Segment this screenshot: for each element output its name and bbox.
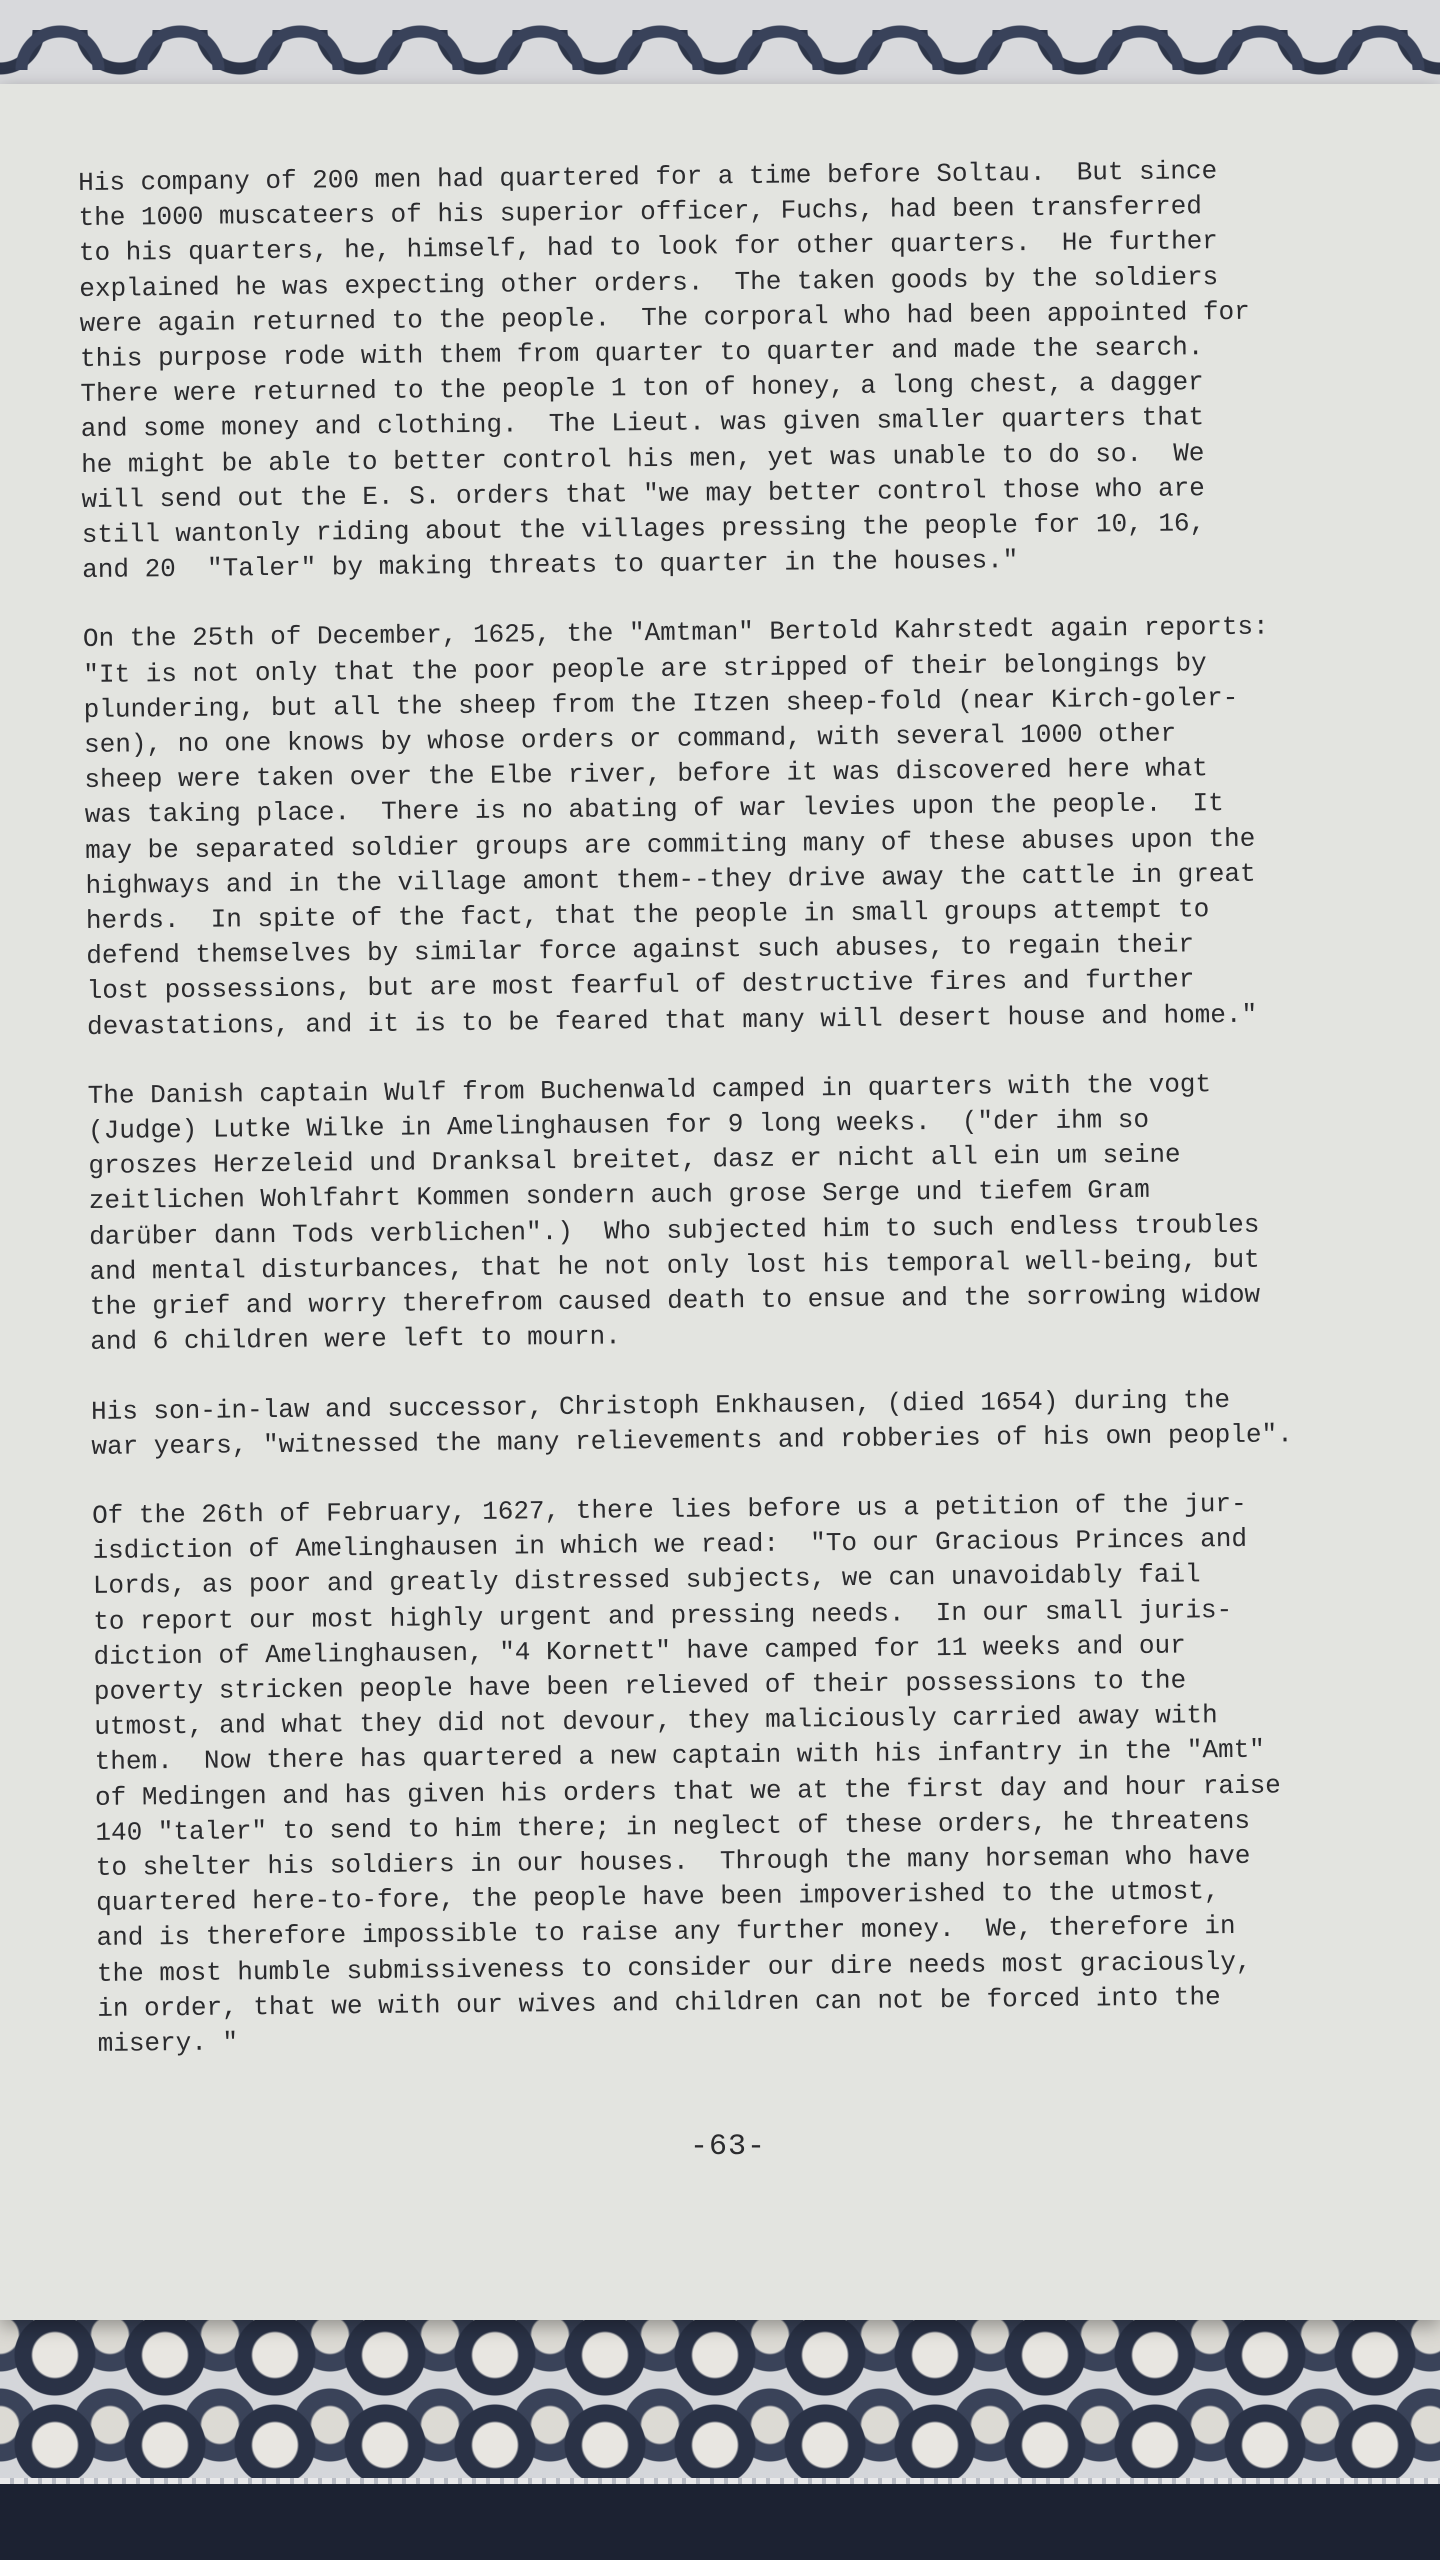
paragraph-amtman-report: On the 25th of December, 1625, the "Amtman" Bertold Kahrstedt again reports: "It is not only that the poor people are stripped of their belongings by plundering, but all the sheep from the Itzen sheep-fold (near Kirch-goler- sen), no one knows by whose orders or command, with several 1000 other sheep were taken over the Elbe river, before it was discovered here what was taking place. There is no abating of war levies upon the people. It may be separated soldier groups are commiting many of these abuses upon the highways and in the village amont them--they drive away the cattle in great herds. In spite of the fact, that the people in small groups attempt to defend themselves by similar force against such abuses, to regain their lost possessions, but are most fearful of destructive fires and further devastations, and it is to be feared that many will desert house and home." <box>82 611 1269 1042</box>
fabric-background-bottom <box>0 2300 1440 2500</box>
dark-floor <box>0 2484 1440 2560</box>
paragraph-captain-wulf: The Danish captain Wulf from Buchenwald camped in quarters with the vogt (Judge) Lutke Wilke in Amelinghausen for 9 long weeks. ("der ihm so groszes Herzeleid und Dranksal breitet, dasz er nicht all ein um seine zeitlichen Wohlfahrt Kommen sondern auch grose Serge und tiefem Gram darüber dann Tods verblichen".) Who subjected him to such endless troubles and mental disturbances, that he not only lost his temporal well-being, but the grief and worry therefrom caused death to ensue and the sorrowing widow and 6 children were left to mourn. <box>87 1069 1261 1358</box>
page-number: -63- <box>690 2130 767 2164</box>
paragraph-soltau-quarters: His company of 200 men had quartered for a time before Soltau. But since the 1000 muscateers of his superior officer, Fuchs, had been transferred to his quarters, he, himself, had to look for other quarters. He further explained he was expecting other orders. The taken goods by the soldiers were again returned to the people. The corporal who had been appointed for this purpose rode with them from quarter to quarter and made the search. There were returned to the people 1 ton of honey, a long chest, a dagger and some money and clothing. The Lieut. was given smaller quarters that he might be able to better control his men, yet was unable to do so. We will send out the E. S. orders that "we may better control those who are still wantonly riding about the villages pressing the people for 10, 16, and 20 "Taler" by making threats to quarter in the houses." <box>78 156 1250 586</box>
typed-page-body <box>78 152 1388 2096</box>
paragraph-petition-1627: Of the 26th of February, 1627, there lies before us a petition of the jur- isdiction of Amelinghausen in which we read: "To our Gracious Princes and Lords, as poor and greatly distressed subjects, we can unavoidably fail to report our most highly urgent and pressing needs. In our small juris- diction of Amelinghausen, "4 Kornett" have camped for 11 weeks and our poverty stricken people have been relieved of their possessions to the utmost, and what they did not devour, they maliciously carried away with them. Now there has quartered a new captain with his infantry in the "Amt" of Medingen and has given his orders that we at the first day and hour raise 140 "taler" to send to him there; in neglect of these orders, he threatens to shelter his soldiers in our houses. Through the many horseman who have quartered here-to-fore, the people have been impoverished to the utmost, and is therefore impossible to raise any further money. We, therefore in the most humble submissiveness to consider our dire needs most graciously, in order, that we with our wives and children can not be forced into the misery. " <box>91 1488 1281 2059</box>
paragraph-enkhausen: His son-in-law and successor, Christoph Enkhausen, (died 1654) during the war years, "witnessed the many relievements and robberies of his own people". <box>90 1384 1293 1462</box>
